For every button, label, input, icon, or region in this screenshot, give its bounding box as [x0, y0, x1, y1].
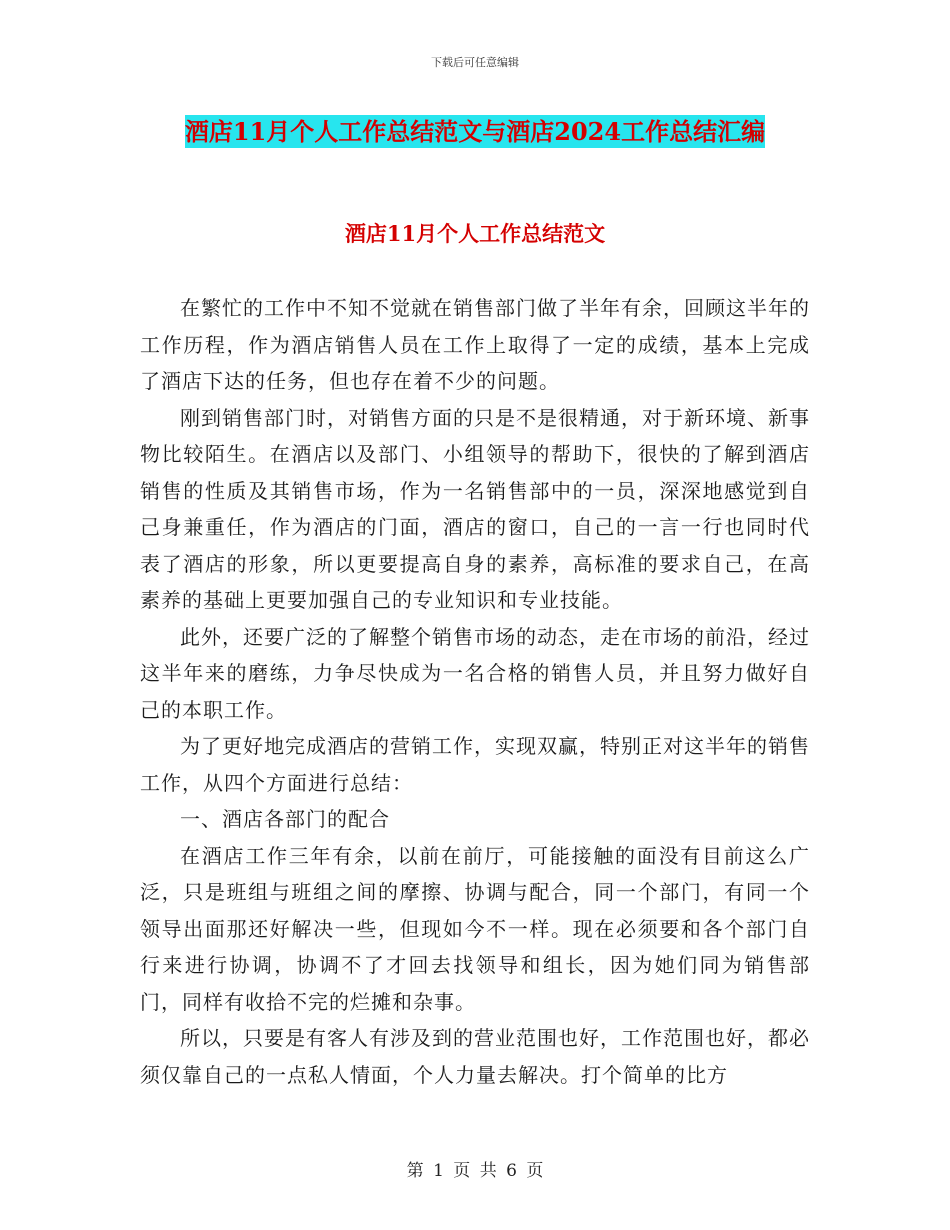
subheading: 一、酒店各部门的配合 — [180, 807, 390, 831]
paragraph: 刚到销售部门时，对销售方面的只是不是很精通，对于新环境、新事物比较陌生。在酒店以及部门、小组领导的帮助下，很快的了解到酒店销售的性质及其销售市场，作为一名销售部中的一员，深深地感觉到自己身兼重任，作为酒店的门面，酒店的窗口，自己的一言一行也同时代表了酒店的形象，所以更要提高自身的素养，高标准的要求自己，在高素养的基础上更要加强自己的专业知识和专业技能。 — [140, 405, 810, 612]
paragraph: 在繁忙的工作中不知不觉就在销售部门做了半年有余，回顾这半年的工作历程，作为酒店销售人员在工作上取得了一定的成绩，基本上完成了酒店下达的任务，但也存在着不少的问题。 — [140, 296, 810, 393]
page-number: 第 1 页 共 6 页 — [406, 1161, 544, 1181]
paragraph: 在酒店工作三年有余，以前在前厅，可能接触的面没有目前这么广泛，只是班组与班组之间的摩擦、协调与配合，同一个部门，有同一个领导出面那还好解决一些，但现如今不一样。现在必须要和各个部门自行来进行协调，协调不了才回去找领导和组长，因为她们同为销售部门，同样有收拾不完的烂摊和杂事。 — [140, 843, 810, 1014]
paragraph: 此外，还要广泛的了解整个销售市场的动态，走在市场的前沿，经过这半年来的磨练，力争尽快成为一名合格的销售人员，并且努力做好自己的本职工作。 — [140, 624, 810, 722]
page-header-note: 下载后可任意编辑 — [431, 56, 519, 69]
section-heading: 酒店11月个人工作总结范文 — [344, 221, 606, 246]
body-text — [140, 290, 810, 1093]
document-title — [140, 112, 810, 152]
paragraph: 所以，只要是有客人有涉及到的营业范围也好，工作范围也好，都必须仅靠自己的一点私人情面，个人力量去解决。打个简单的比方 — [140, 1026, 810, 1087]
document-title-text: 酒店11月个人工作总结范文与酒店2024工作总结汇编 — [184, 117, 766, 146]
paragraph: 为了更好地完成酒店的营销工作，实现双赢，特别正对这半年的销售工作，从四个方面进行总结： — [140, 734, 810, 795]
